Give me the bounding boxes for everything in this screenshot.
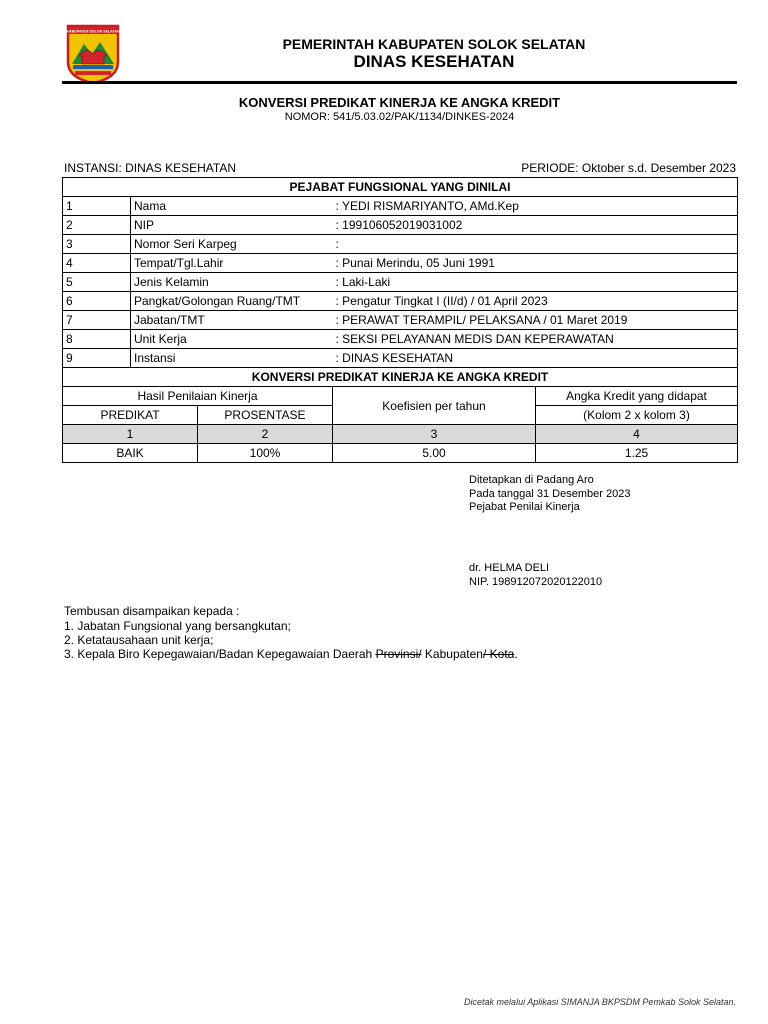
row-value: : SEKSI PELAYANAN MEDIS DAN KEPERAWATAN bbox=[333, 330, 738, 349]
row-value: : DINAS KESEHATAN bbox=[333, 349, 738, 368]
row-label: Nama bbox=[131, 197, 333, 216]
row-number: 8 bbox=[63, 330, 131, 349]
row-label: Jenis Kelamin bbox=[131, 273, 333, 292]
official-section-title: PEJABAT FUNGSIONAL YANG DINILAI bbox=[63, 178, 738, 197]
row-label: Unit Kerja bbox=[131, 330, 333, 349]
table-row bbox=[63, 349, 738, 368]
prosentase-value: 100% bbox=[198, 444, 333, 463]
copies-item bbox=[64, 647, 518, 661]
signatory-name: dr. HELMA DELI bbox=[469, 562, 550, 574]
angka-kredit-value: 1.25 bbox=[536, 444, 738, 463]
table-row bbox=[63, 330, 738, 349]
row-value: : Punai Merindu, 05 Juni 1991 bbox=[333, 254, 738, 273]
row-label: NIP bbox=[131, 216, 333, 235]
print-footer: Dicetak melalui Aplikasi SIMANJA BKPSDM Pemkab Solok Selatan. bbox=[464, 997, 736, 1007]
column-number: 4 bbox=[536, 425, 738, 444]
row-label: Nomor Seri Karpeg bbox=[131, 235, 333, 254]
prosentase-header: PROSENTASE bbox=[198, 406, 333, 425]
regency-logo bbox=[64, 24, 122, 84]
copies-item: 1. Jabatan Fungsional yang bersangkutan; bbox=[64, 619, 291, 633]
row-label: Jabatan/TMT bbox=[131, 311, 333, 330]
koefisien-value: 5.00 bbox=[333, 444, 536, 463]
row-number: 2 bbox=[63, 216, 131, 235]
table-row bbox=[63, 178, 738, 197]
angka-kredit-subheader: (Kolom 2 x kolom 3) bbox=[536, 406, 738, 425]
table-row bbox=[63, 387, 738, 406]
table-row bbox=[63, 368, 738, 387]
table-row bbox=[63, 254, 738, 273]
row-number: 3 bbox=[63, 235, 131, 254]
signature-date: Pada tanggal 31 Desember 2023 bbox=[469, 488, 631, 500]
signature-role: Pejabat Penilai Kinerja bbox=[469, 501, 580, 513]
instansi-label: INSTANSI: DINAS KESEHATAN bbox=[64, 161, 237, 175]
row-label: Instansi bbox=[131, 349, 333, 368]
column-number-row bbox=[63, 425, 738, 444]
copies-item: 2. Ketatausahaan unit kerja; bbox=[64, 633, 214, 647]
row-number: 5 bbox=[63, 273, 131, 292]
row-label: Pangkat/Golongan Ruang/TMT bbox=[131, 292, 333, 311]
angka-kredit-header: Angka Kredit yang didapat bbox=[536, 387, 738, 406]
conversion-section-title: KONVERSI PREDIKAT KINERJA KE ANGKA KREDIT bbox=[63, 368, 738, 387]
table-row bbox=[63, 273, 738, 292]
hasil-header: Hasil Penilaian Kinerja bbox=[63, 387, 333, 406]
copies-item3-prefix: 3. Kepala Biro Kepegawaian/Badan Kepegawaian Daerah bbox=[64, 647, 376, 661]
table-row bbox=[63, 292, 738, 311]
table-row bbox=[63, 311, 738, 330]
column-number: 3 bbox=[333, 425, 536, 444]
ribbon-shape bbox=[75, 71, 111, 75]
row-number: 9 bbox=[63, 349, 131, 368]
row-number: 4 bbox=[63, 254, 131, 273]
table-row bbox=[63, 197, 738, 216]
column-number: 1 bbox=[63, 425, 198, 444]
row-label: Tempat/Tgl.Lahir bbox=[131, 254, 333, 273]
government-name: PEMERINTAH KABUPATEN SOLOK SELATAN bbox=[282, 36, 586, 52]
row-value: : Laki-Laki bbox=[333, 273, 738, 292]
signature-place: Ditetapkan di Padang Aro bbox=[469, 474, 594, 486]
signatory-nip: NIP. 198912072020122010 bbox=[469, 576, 603, 588]
row-value: : PERAWAT TERAMPIL/ PELAKSANA / 01 Maret 2019 bbox=[333, 311, 738, 330]
row-value: : bbox=[333, 235, 738, 254]
header-divider bbox=[62, 81, 737, 84]
logo-text: KABUPATEN SOLOK SELATAN bbox=[66, 29, 120, 34]
table-row bbox=[63, 235, 738, 254]
copies-item3-mid: Kabupaten bbox=[421, 647, 483, 661]
koefisien-header: Koefisien per tahun bbox=[333, 387, 536, 425]
copies-intro: Tembusan disampaikan kepada : bbox=[64, 604, 240, 618]
agency-name: DINAS KESEHATAN bbox=[353, 52, 515, 71]
periode-label: PERIODE: Oktober s.d. Desember 2023 bbox=[521, 161, 736, 175]
row-number: 7 bbox=[63, 311, 131, 330]
column-number: 2 bbox=[198, 425, 333, 444]
struck-text: Provinsi/ bbox=[375, 647, 422, 661]
row-value: : 199106052019031002 bbox=[333, 216, 738, 235]
water-shape bbox=[73, 65, 113, 69]
document-title: KONVERSI PREDIKAT KINERJA KE ANGKA KREDIT bbox=[238, 95, 561, 110]
struck-text: / Kota bbox=[482, 647, 515, 661]
assessment-table bbox=[62, 177, 738, 463]
predikat-header: PREDIKAT bbox=[63, 406, 198, 425]
table-row bbox=[63, 216, 738, 235]
row-number: 1 bbox=[63, 197, 131, 216]
table-row bbox=[63, 444, 738, 463]
predikat-value: BAIK bbox=[63, 444, 198, 463]
row-value: : Pengatur Tingkat I (II/d) / 01 April 2023 bbox=[333, 292, 738, 311]
copies-item3-end: . bbox=[514, 647, 518, 661]
document-number: NOMOR: 541/5.03.02/PAK/1134/DINKES-2024 bbox=[284, 111, 515, 123]
row-number: 6 bbox=[63, 292, 131, 311]
row-value: : YEDI RISMARIYANTO, AMd.Kep bbox=[333, 197, 738, 216]
